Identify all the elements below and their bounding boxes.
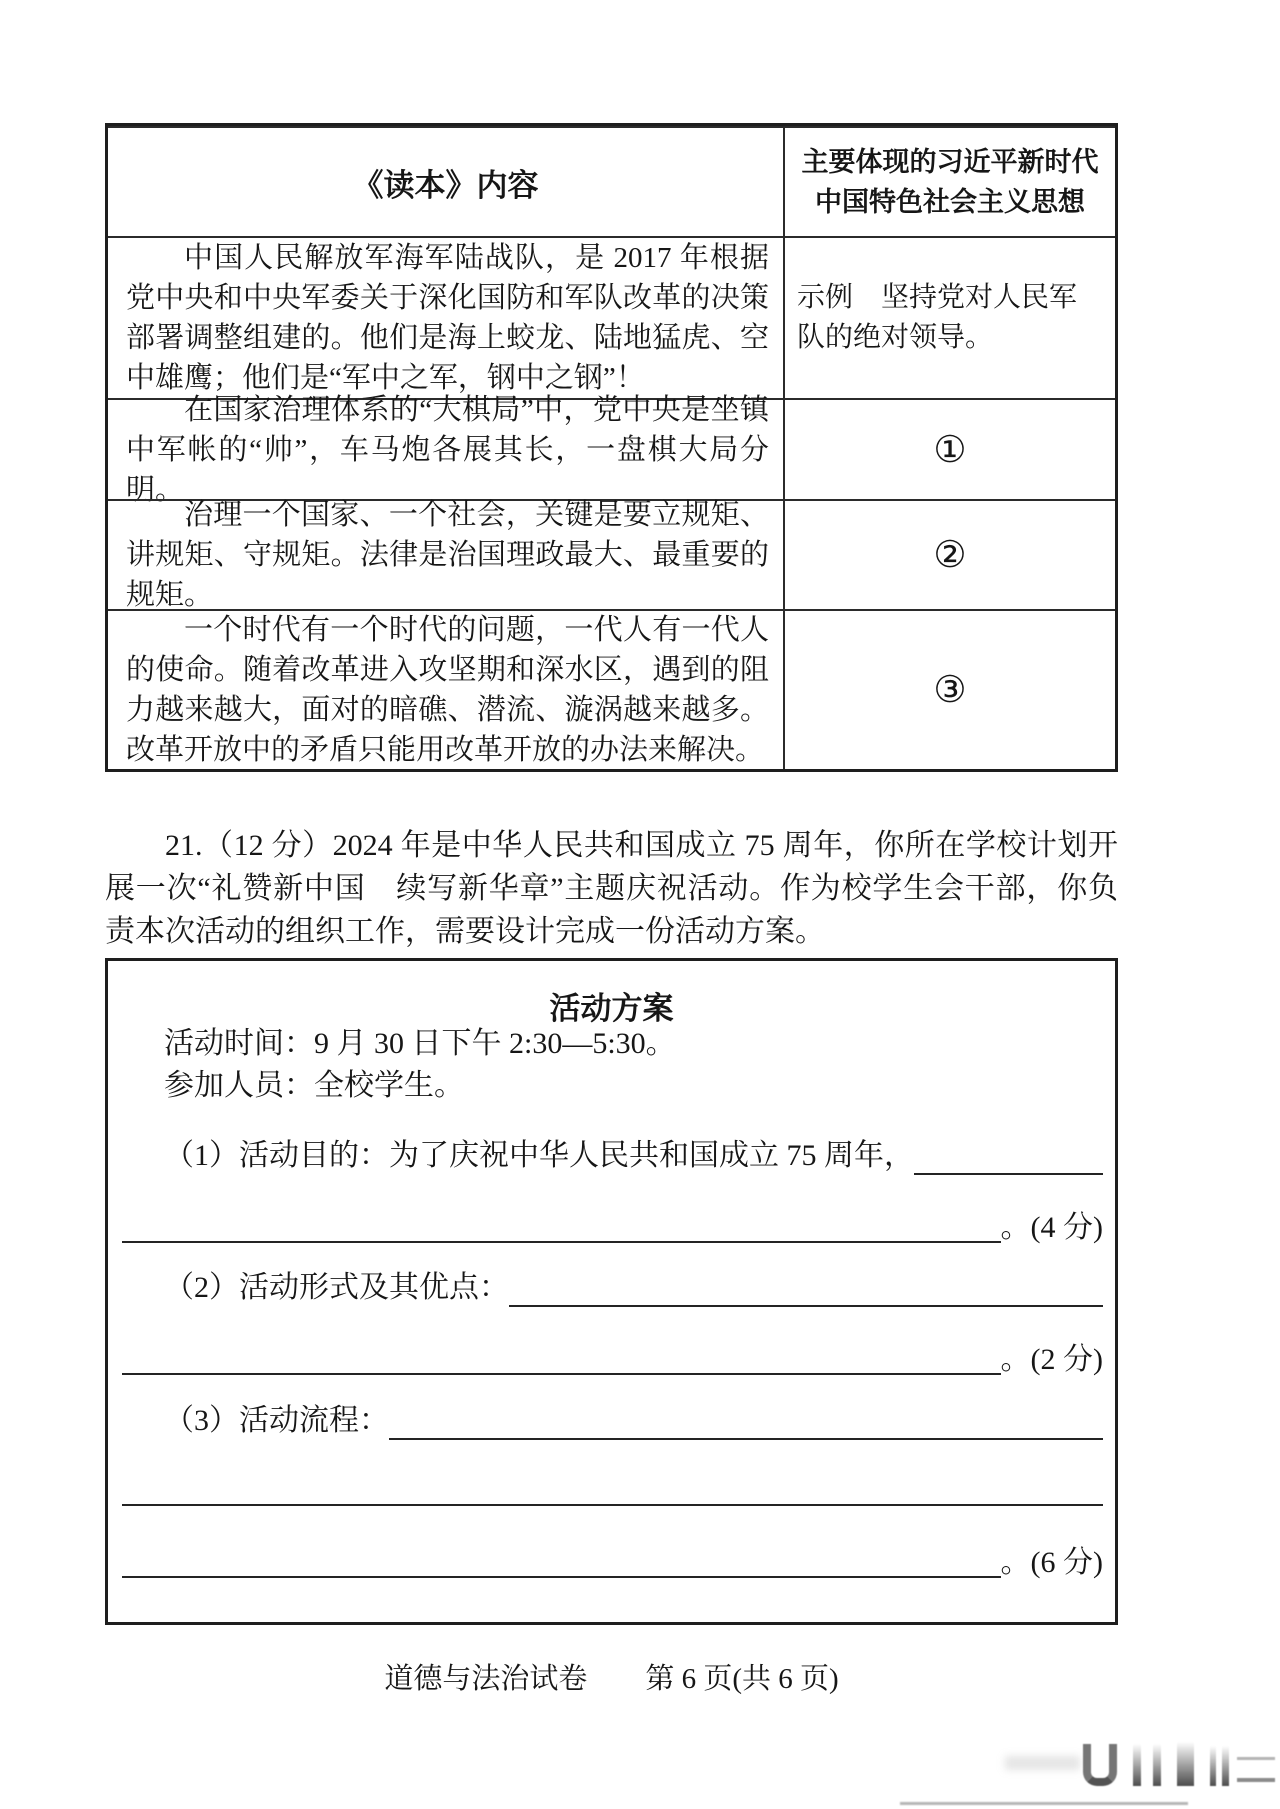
- watermark-smudge: [1005, 1756, 1080, 1770]
- table-row-1-answer: [785, 236, 1115, 398]
- table-row-3-content: [108, 499, 785, 609]
- page-footer: 道德与法治试卷 第 6 页(共 6 页): [384, 1663, 839, 1695]
- answer-blank-line: [122, 1339, 1001, 1375]
- watermark-glyph: [1083, 1744, 1117, 1786]
- table-row-1-content: [108, 236, 785, 398]
- header-right-line1: 主要体现的习近平新时代: [801, 147, 1099, 177]
- plan-item-3-blank-row: [122, 1470, 1103, 1506]
- answer-blank-line: [122, 1207, 1001, 1243]
- watermark-bar: [1133, 1744, 1141, 1786]
- circled-number-2: ②: [933, 535, 967, 576]
- table-row-4-answer: [785, 609, 1115, 769]
- plan-item-3-row: [164, 1402, 1103, 1440]
- answer-blank-line: [509, 1271, 1103, 1307]
- circled-number-1: ①: [933, 429, 967, 471]
- plan-item-3-continuation-row: [122, 1540, 1103, 1578]
- question-21-stem: 21.（12 分）2024 年是中华人民共和国成立 75 周年，你所在学校计划开展一次“礼赞新中国 续写新华章”主题庆祝活动。作为校学生会干部，你负责本次活动的组织工作，需要设计完成一份活动方案。: [105, 829, 1118, 948]
- row-2-text: 在国家治理体系的“大棋局”中，党中央是坐镇中军帐的“帅”，车马炮各展其长，一盘棋大局分明。: [126, 393, 769, 506]
- watermark-bar: [1153, 1744, 1161, 1786]
- answer-blank-line: [914, 1139, 1103, 1175]
- table-header-left-label: 《读本》内容: [352, 167, 539, 203]
- table-row-2-content: [108, 393, 785, 506]
- watermark-bar: [1222, 1746, 1229, 1786]
- plan-item-1-continuation-row: [122, 1205, 1103, 1243]
- answer-blank-line: [122, 1470, 1103, 1506]
- watermark-dash: [1237, 1778, 1275, 1782]
- plan-item-2-score: 。(2 分): [1000, 1343, 1103, 1376]
- plan-title: 活动方案: [549, 991, 674, 1026]
- table-row-3-answer: [785, 499, 1115, 609]
- table-header-right-label: [802, 142, 1099, 222]
- plan-item-1-row: [164, 1137, 1103, 1175]
- watermark-bar: [1177, 1742, 1194, 1786]
- answer-blank-line: [122, 1542, 1001, 1578]
- plan-item-3-label: （3）活动流程：: [164, 1404, 389, 1437]
- table-header-left: [108, 126, 785, 236]
- table-row-2-answer: [785, 398, 1115, 499]
- plan-participants: 参加人员：全校学生。: [164, 1069, 464, 1102]
- plan-item-2-row: [164, 1269, 1103, 1307]
- plan-item-2-label: （2）活动形式及其优点：: [164, 1271, 509, 1304]
- row-1-text: 中国人民解放军海军陆战队，是 2017 年根据党中央和中央军委关于深化国防和军队改革的决策部署调整组建的。他们是海上蛟龙、陆地猛虎、空中雄鹰；他们是“军中之军，钢中之钢”！: [126, 242, 769, 394]
- header-right-line2: 中国特色社会主义思想: [815, 187, 1085, 217]
- reading-content-table: [105, 123, 1118, 772]
- plan-item-1-score: 。(4 分): [1000, 1211, 1103, 1244]
- plan-time: 活动时间：9 月 30 日下午 2:30—5:30。: [164, 1027, 676, 1060]
- table-row-4-content: [108, 609, 785, 769]
- plan-item-3-score: 。(6 分): [1000, 1546, 1103, 1579]
- plan-item-2-continuation-row: [122, 1337, 1103, 1375]
- watermark-bar: [1210, 1746, 1216, 1786]
- activity-plan-box: [105, 958, 1118, 1625]
- table-header-right: [785, 126, 1115, 236]
- circled-number-3: ③: [933, 670, 967, 711]
- watermark-dash: [1237, 1757, 1275, 1760]
- row-4-text: 一个时代有一个时代的问题，一代人有一代人的使命。随着改革进入攻坚期和深水区，遇到的阻力越来越大，面对的暗礁、潜流、漩涡越来越多。改革开放中的矛盾只能用改革开放的办法来解决。: [126, 614, 769, 766]
- answer-blank-line: [389, 1404, 1103, 1440]
- scan-artifact-line: [900, 1802, 1188, 1805]
- watermark: [1005, 1740, 1275, 1800]
- plan-item-1-label: （1）活动目的：为了庆祝中华人民共和国成立 75 周年，: [164, 1139, 914, 1172]
- row-1-example-text: 示例 坚持党对人民军队的绝对领导。: [797, 282, 1078, 353]
- row-3-text: 治理一个国家、一个社会，关键是要立规矩、讲规矩、守规矩。法律是治国理政最大、最重要的规矩。: [126, 499, 769, 611]
